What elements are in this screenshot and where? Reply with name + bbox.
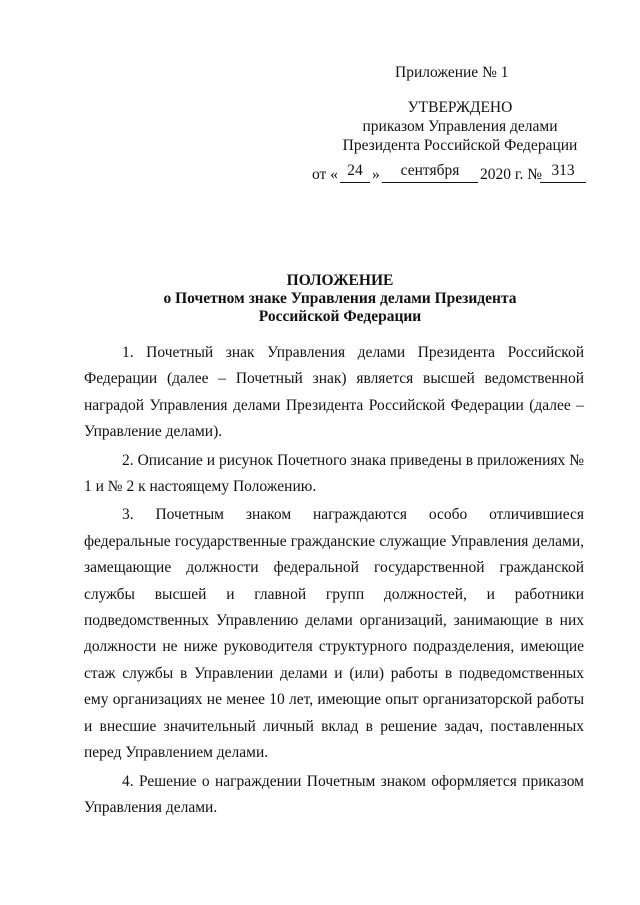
title-line-3: Российской Федерации bbox=[258, 308, 422, 325]
date-quote-close: » bbox=[372, 166, 380, 183]
paragraph-1: 1. Почетный знак Управления делами Президента Российской Федерации (далее – Почетный знак) является высшей ведомственной наградой Управления делами Президента Российской Федерации (далее – Управление делами). bbox=[84, 344, 584, 441]
order-line-1: приказом Управления делами bbox=[362, 118, 558, 135]
order-number: 313 bbox=[540, 162, 586, 183]
date-day: 24 bbox=[340, 162, 370, 183]
paragraph-4: 4. Решение о награждении Почетным знаком оформляется приказом Управления делами. bbox=[84, 772, 584, 816]
date-year: 2020 г. № bbox=[480, 166, 543, 183]
paragraph-2: 2. Описание и рисунок Почетного знака приведены в приложениях № 1 и № 2 к настоящему Положению. bbox=[84, 451, 584, 496]
document-title bbox=[60, 272, 620, 326]
order-line-2: Президента Российской Федерации bbox=[342, 137, 578, 154]
title-line-1: ПОЛОЖЕНИЕ bbox=[286, 272, 394, 289]
approval-stamp-block bbox=[330, 98, 590, 155]
paragraph-3: 3. Почетным знаком награждаются особо отличившиеся федеральные государственные гражданские служащие Управления делами, замещающие должности федеральной государственной гражданской службы высшей и главной групп должностей, и работники подведомственных Управлению делами организаций, занимающие в них должности не ниже руководителя структурного подразделения, имеющие стаж службы в Управлении делами и (или) работы в подведомственных ему организациях не менее 10 лет, имеющие опыт организаторской работы и внесшие значительный личный вклад в решение задач, поставленных перед Управлением делами. bbox=[84, 506, 584, 762]
order-date-line bbox=[312, 162, 592, 188]
appendix-label: Приложение № 1 bbox=[395, 64, 509, 81]
title-line-2: о Почетном знаке Управления делами Президента bbox=[163, 290, 517, 307]
approved-label: УТВЕРЖДЕНО bbox=[407, 99, 513, 116]
date-prefix: от « bbox=[312, 166, 338, 183]
document-body bbox=[84, 340, 584, 823]
date-month: сентября bbox=[382, 162, 478, 183]
